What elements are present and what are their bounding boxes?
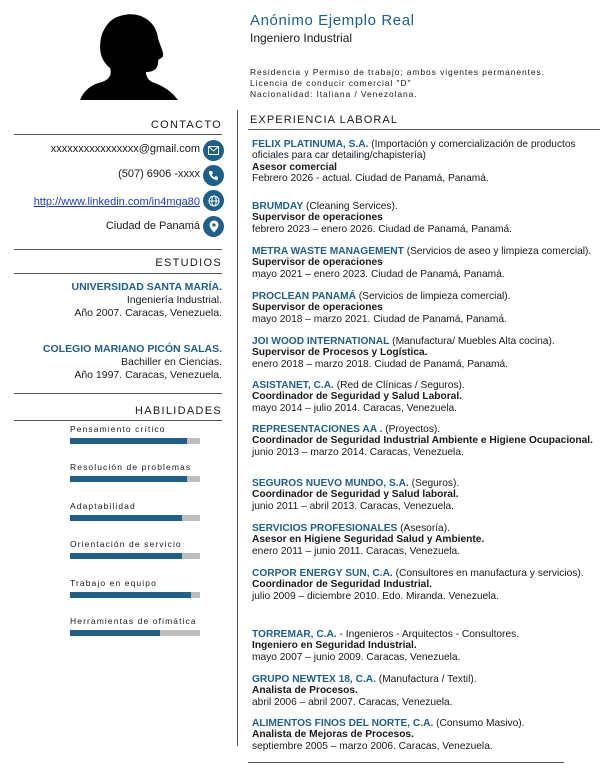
city-text: Ciudad de Panamá <box>105 220 200 232</box>
job-heading <box>252 139 602 162</box>
job-company: FELIX PLATINUMA, S.A. <box>252 139 369 150</box>
job-entry <box>252 291 602 325</box>
skills-heading: HABILIDADES <box>134 405 222 417</box>
job-entry <box>252 424 602 458</box>
job-company: ALIMENTOS FINOS DEL NORTE, C.A. <box>252 718 434 729</box>
education-item <box>71 281 222 320</box>
job-period: enero 2011 – junio 2011. Caracas, Venezuela. <box>252 545 461 557</box>
skill-label: Herramientas de ofimática <box>70 616 197 626</box>
skill-bar <box>70 553 200 559</box>
job-period: mayo 2014 – julio 2014. Caracas, Venezuela. <box>252 402 458 414</box>
job-company: ASISTANET, C.A. <box>252 380 334 391</box>
skill-label: Resolución de problemas <box>70 462 192 472</box>
skill-item <box>70 616 200 636</box>
job-description: - Ingenieros - Arquitectos - Consultores. <box>336 629 520 640</box>
education-degree: Bachiller en Ciencias. <box>121 356 222 368</box>
globe-icon <box>203 190 224 211</box>
job-heading <box>252 201 602 212</box>
job-company: TORREMAR, C.A. <box>252 629 337 640</box>
job-entry <box>252 246 602 280</box>
skill-item <box>70 501 200 521</box>
job-heading <box>252 246 602 257</box>
job-entry <box>252 380 602 414</box>
skill-bar <box>70 476 200 482</box>
job-position: Supervisor de operaciones <box>252 302 383 314</box>
job-period: mayo 2018 – marzo 2021. Ciudad de Panamá, Panamá. <box>252 313 507 325</box>
job-company: GRUPO NEWTEX 18, C.A. <box>252 674 376 685</box>
job-position: Analista de Procesos. <box>252 685 358 697</box>
contact-heading: CONTACTO <box>150 119 222 131</box>
footer-rule <box>248 762 564 763</box>
job-entry <box>252 478 602 512</box>
candidate-name: Anónimo Ejemplo Real <box>250 12 415 29</box>
job-position: Coordinador de Seguridad y Salud laboral. <box>252 489 459 501</box>
job-description: (Seguros). <box>408 478 460 489</box>
education-institution: UNIVERSIDAD SANTA MARÍA. <box>71 281 222 293</box>
job-entry <box>252 718 602 752</box>
skill-bar-fill <box>70 476 187 482</box>
job-heading <box>252 629 602 640</box>
job-position: Asesor comercial <box>252 161 337 173</box>
job-heading <box>252 380 602 391</box>
contact-rule <box>14 134 222 135</box>
job-heading <box>252 291 602 302</box>
linkedin-link[interactable]: http://www.linkedin.com/in4mga80 <box>33 196 200 208</box>
skill-item <box>70 539 200 559</box>
job-heading <box>252 523 602 534</box>
location-icon <box>203 216 224 237</box>
personal-facts <box>250 67 545 100</box>
skill-bar-fill <box>70 553 182 559</box>
job-position: Coordinador de Seguridad Industrial. <box>252 579 432 591</box>
fact-line: Licencia de conducir comercial "D" <box>250 78 412 88</box>
education-rule-top <box>14 249 222 250</box>
job-entry <box>252 568 602 602</box>
job-period: febrero 2023 – enero 2026. Ciudad de Panamá, Panamá. <box>252 223 512 235</box>
education-detail: Año 1997. Caracas, Venezuela. <box>74 369 222 381</box>
phone-icon <box>203 165 224 186</box>
experience-rule <box>248 129 600 130</box>
job-heading <box>252 424 602 435</box>
experience-heading: EXPERIENCIA LABORAL <box>250 114 399 126</box>
fact-line: Residencia y Permiso de trabajo; ambos vigentes permanentes. <box>250 67 545 77</box>
job-position: Asesor en Higiene Seguridad Salud y Ambiente. <box>252 534 485 546</box>
skill-item <box>70 578 200 598</box>
job-company: METRA WASTE MANAGEMENT <box>252 246 404 257</box>
skill-label: Pensamiento crítico <box>70 424 166 434</box>
job-entry <box>252 674 602 708</box>
education-detail: Año 2007. Caracas, Venezuela. <box>74 307 222 319</box>
skill-bar <box>70 630 200 636</box>
job-company: SERVICIOS PROFESIONALES <box>252 523 398 534</box>
skill-bar-fill <box>70 630 160 636</box>
job-heading <box>252 674 602 685</box>
skill-bar-fill <box>70 515 182 521</box>
job-period: junio 2013 – marzo 2014. Caracas, Venezuela. <box>252 446 464 458</box>
job-company: JOI WOOD INTERNATIONAL <box>252 336 390 347</box>
job-description: (Servicios de limpieza comercial). <box>355 291 511 302</box>
job-period: mayo 2007 – junio 2009. Caracas, Venezuela. <box>252 651 461 663</box>
education-degree: Ingeniería Industrial. <box>126 294 222 306</box>
education-rule <box>14 273 222 274</box>
job-company: BRUMDAY <box>252 201 304 212</box>
column-divider <box>237 110 238 746</box>
job-description: (Importación y comercialización de productos oficiales para car detailing/chapistería) <box>252 139 576 162</box>
job-period: julio 2009 – diciembre 2010. Edo. Miranda. Venezuela. <box>252 590 499 602</box>
job-heading <box>252 568 602 579</box>
skill-bar-fill <box>70 438 187 444</box>
job-description: (Consumo Masivo). <box>433 718 525 729</box>
job-company: PROCLEAN PANAMÁ <box>252 291 356 302</box>
skill-item <box>70 424 200 444</box>
job-company: CORPOR ENERGY SUN, C.A. <box>252 568 393 579</box>
job-description: (Manufactura / Textil). <box>375 674 477 685</box>
candidate-role: Ingeniero Industrial <box>250 31 353 45</box>
job-entry <box>252 201 602 235</box>
skill-label: Orientación de servicio <box>70 539 182 549</box>
job-description: (Manufactura/ Muebles Alta cocina). <box>389 336 555 347</box>
job-entry <box>252 523 602 557</box>
job-position: Supervisor de operaciones <box>252 212 383 224</box>
job-entry <box>252 629 602 663</box>
job-position: Coordinador de Seguridad Industrial Ambiente e Higiene Ocupacional. <box>252 435 593 447</box>
job-position: Coordinador de Seguridad y Salud Laboral. <box>252 391 463 403</box>
job-company: SEGUROS NUEVO MUNDO, S.A. <box>252 478 409 489</box>
skill-bar-fill <box>70 592 191 598</box>
email-text: xxxxxxxxxxxxxxxx@gmail.com <box>50 143 200 155</box>
job-description: (Cleaning Services). <box>303 201 398 212</box>
job-period: mayo 2021 – enero 2023. Ciudad de Panamá, Panamá. <box>252 268 505 280</box>
skill-label: Trabajo en equipo <box>70 578 157 588</box>
email-icon <box>203 140 224 161</box>
job-entry <box>252 336 602 370</box>
skill-bar <box>70 438 200 444</box>
skills-rule <box>14 420 222 421</box>
skill-bar <box>70 592 200 598</box>
skill-bar <box>70 515 200 521</box>
profile-silhouette-icon <box>80 12 180 100</box>
job-period: septiembre 2005 – marzo 2006. Caracas, Venezuela. <box>252 740 493 752</box>
job-heading <box>252 336 602 347</box>
job-period: enero 2018 – marzo 2018. Ciudad de Panamá, Panamá. <box>252 358 508 370</box>
job-period: Febrero 2026 - actual. Ciudad de Panamá, Panamá. <box>252 173 489 185</box>
job-description: (Asesoría). <box>397 523 450 534</box>
job-entry <box>252 139 602 185</box>
job-position: Ingeniero en Seguridad Industrial. <box>252 640 417 652</box>
education-heading: ESTUDIOS <box>155 257 222 269</box>
job-description: (Servicios de aseo y limpieza comercial). <box>403 246 592 257</box>
job-company: REPRESENTACIONES AA . <box>252 424 383 435</box>
job-period: junio 2011 – abril 2013. Caracas, Venezuela. <box>252 500 455 512</box>
job-description: (Proyectos). <box>382 424 441 435</box>
phone-text: (507) 6906 -xxxx <box>118 168 200 180</box>
job-position: Supervisor de Procesos y Logística. <box>252 347 428 359</box>
fact-line: Nacionalidad: Italiana / Venezolana. <box>250 89 418 99</box>
skill-label: Adaptabilidad <box>70 501 136 511</box>
skill-item <box>70 462 200 482</box>
job-description: (Red de Clínicas / Seguros). <box>333 380 465 391</box>
education-item <box>43 343 222 382</box>
job-heading <box>252 718 602 729</box>
education-institution: COLEGIO MARIANO PICÓN SALAS. <box>42 343 222 355</box>
job-position: Analista de Mejoras de Procesos. <box>252 729 414 741</box>
job-position: Supervisor de operaciones <box>252 257 383 269</box>
job-description: (Consultores en manufactura y servicios). <box>392 568 584 579</box>
job-period: abril 2006 – abril 2007. Caracas, Venezuela. <box>252 696 453 708</box>
job-heading <box>252 478 602 489</box>
skills-rule-top <box>14 393 222 394</box>
